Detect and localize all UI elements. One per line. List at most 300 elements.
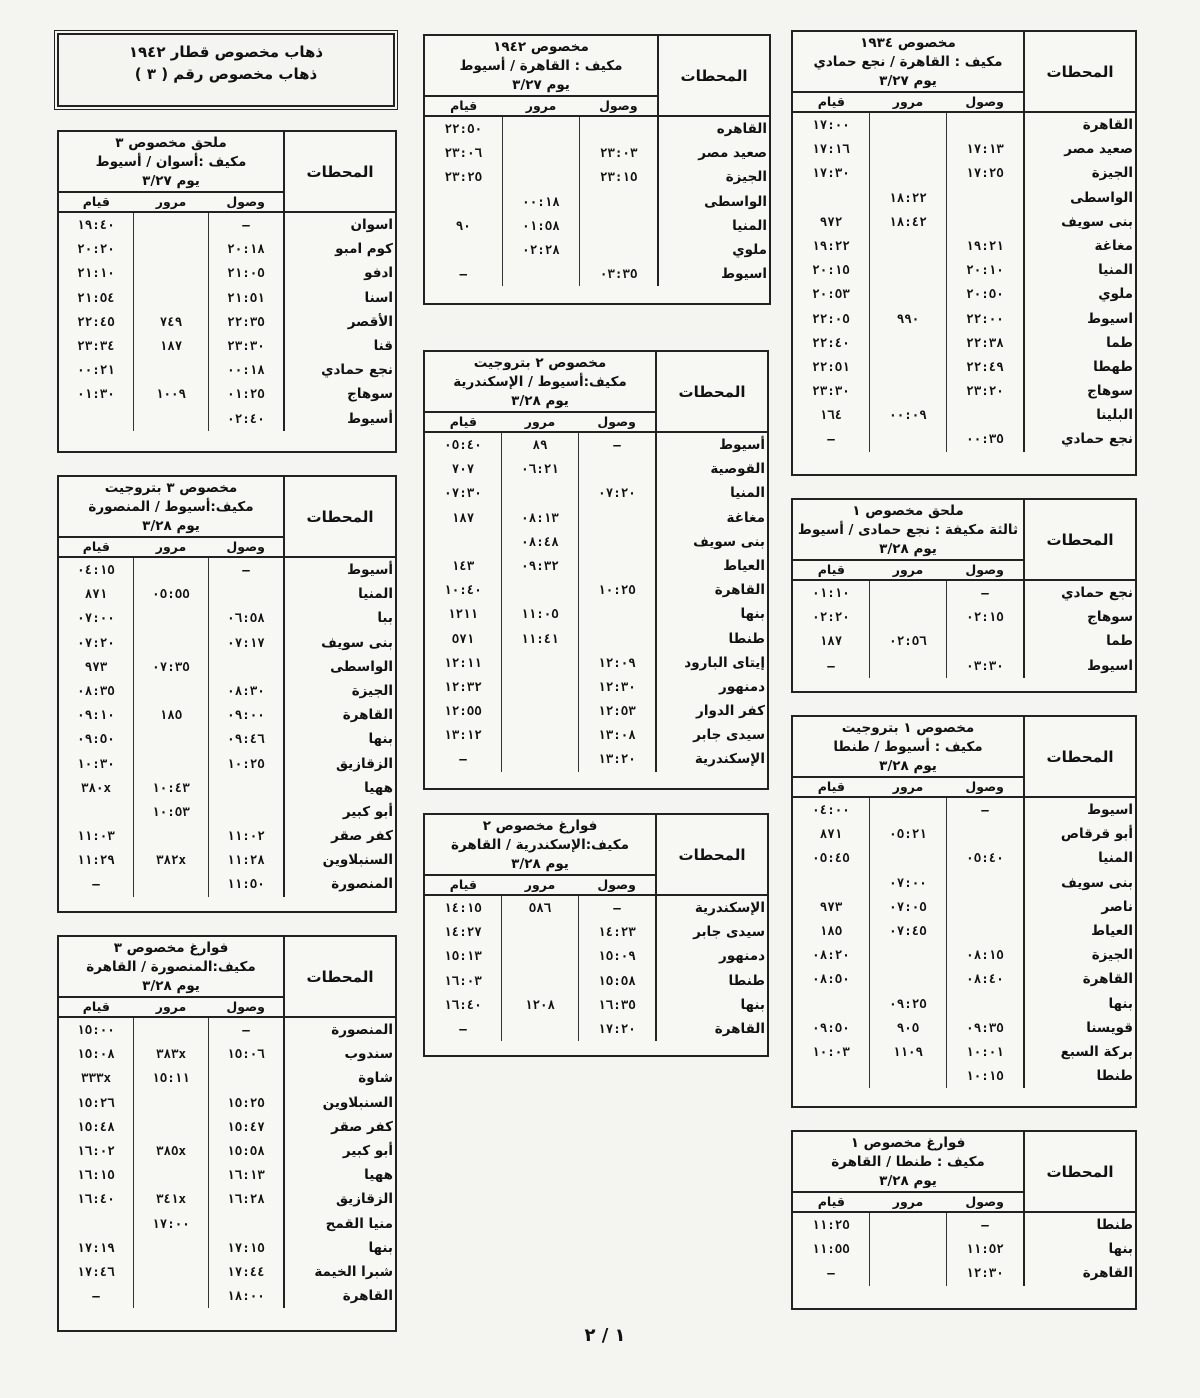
- station-name: الإسكندرية: [694, 751, 765, 768]
- arrive-time: ٠٣:٣٠: [966, 657, 1004, 673]
- depart-column: [425, 433, 501, 772]
- arrive-time: ١٧:٢٠: [598, 1020, 636, 1036]
- depart-time: ١٦٤: [819, 407, 843, 423]
- station-name: بنها: [1108, 995, 1133, 1012]
- arrive-time: [209, 582, 283, 606]
- depart-time: ١٢:٣٢: [444, 678, 482, 694]
- pass-time: [502, 969, 578, 993]
- depart-time: ١٦:٤٠: [444, 996, 482, 1012]
- arrive-time: ١٥:٥٨: [598, 972, 636, 988]
- arrive-time: —: [242, 1022, 250, 1037]
- depart-time: ١٠:٣٠: [77, 755, 115, 771]
- timetable-fawareg-3: [57, 935, 397, 1332]
- station-name: سيدى جابر: [693, 924, 765, 941]
- pass-time: ١١:٤١: [521, 630, 559, 646]
- table-header: [425, 815, 767, 896]
- arrive-time: ١٦:٢٨: [227, 1191, 265, 1207]
- depart-time: ١١:٢٥: [812, 1217, 850, 1232]
- pass-column-header: مرور: [892, 1194, 924, 1209]
- stations-column-header: المحطات: [1023, 717, 1135, 796]
- arrive-time: [947, 895, 1023, 919]
- station-name: ملوي: [732, 241, 767, 258]
- station-name: الجيزة: [1091, 947, 1133, 964]
- depart-time: ١٥:٤٨: [77, 1118, 115, 1134]
- pass-time: [870, 282, 946, 306]
- pass-time: [502, 675, 578, 699]
- station-name: مغاغة: [726, 509, 765, 526]
- train-title-line: يوم ٣/٢٧: [512, 77, 570, 93]
- depart-time: ٠٩:٥٠: [77, 731, 115, 747]
- depart-time: ١٦:٤٠: [77, 1191, 115, 1207]
- depart-time: ٢٢:٤٥: [77, 313, 115, 329]
- depart-time: ١٤:٢٧: [444, 924, 482, 940]
- arrive-time: [947, 629, 1023, 653]
- header-line-1: ذهاب مخصوص قطار ١٩٤٢: [128, 43, 324, 61]
- arrive-time: ٠٢:١٥: [966, 609, 1004, 625]
- train-title-line: يوم ٣/٢٨: [511, 393, 569, 409]
- depart-column-header: قيام: [449, 414, 477, 429]
- pass-time: ٠٧:٠٠: [889, 874, 927, 890]
- pass-column-header: مرور: [892, 562, 924, 577]
- arrive-column: [578, 433, 655, 772]
- arrive-time: ٠٧:١٧: [227, 634, 265, 650]
- arrive-time: ١٢:٣٠: [966, 1265, 1004, 1281]
- depart-time: —: [92, 1288, 100, 1304]
- arrive-column: [208, 1018, 283, 1308]
- arrive-time: [947, 186, 1023, 210]
- arrive-time: ٢٣:٢٠: [966, 383, 1004, 399]
- arrive-time: ١٠:١٥: [966, 1068, 1004, 1084]
- station-name: كفر صقر: [331, 1118, 393, 1135]
- pass-time: ١٥:١١: [152, 1070, 190, 1086]
- pass-time: ٠٧:٠٥: [889, 898, 927, 914]
- pass-time: [870, 355, 946, 379]
- arrive-time: ٠٠:٣٥: [966, 431, 1004, 447]
- station-name: طنطا: [728, 972, 765, 989]
- depart-time: ١٢:٥٥: [444, 703, 482, 719]
- depart-time: [59, 800, 133, 824]
- pass-time: [870, 798, 946, 822]
- arrive-column-header: وصول: [597, 414, 636, 429]
- pass-time: [134, 606, 208, 630]
- station-name: كوم امبو: [335, 241, 393, 258]
- arrive-time: ١٦:٣٥: [598, 996, 636, 1012]
- stations-column-header: المحطات: [283, 132, 395, 211]
- pass-time: [870, 846, 946, 870]
- arrive-time: [580, 214, 657, 238]
- station-name: ههيا: [364, 1167, 393, 1184]
- pass-time: [870, 331, 946, 355]
- pass-time: ١٧:٠٠: [152, 1215, 190, 1231]
- arrive-time: ٢٠:١٠: [966, 262, 1004, 278]
- arrive-time: ٠٨:٤٠: [966, 971, 1004, 987]
- timetable-1934: [791, 30, 1137, 476]
- train-title-line: مكيف:أسيوط / المنصورة: [88, 499, 254, 515]
- pass-time: [870, 654, 946, 678]
- pass-column: [869, 113, 946, 452]
- depart-column: [59, 558, 133, 897]
- arrive-time: [947, 992, 1023, 1016]
- station-name: قويسنا: [1086, 1019, 1133, 1036]
- depart-time: ١٦:١٥: [77, 1167, 115, 1183]
- stations-column-header: المحطات: [655, 815, 767, 894]
- arrive-time: [209, 776, 283, 800]
- station-name: سوهاج: [347, 386, 393, 403]
- pass-time: [134, 1018, 208, 1042]
- station-name: اسيوط: [721, 266, 767, 283]
- depart-time: ٠٨:٥٠: [812, 971, 850, 987]
- arrive-time: ١٢:٥٣: [598, 703, 636, 719]
- pass-time: [134, 237, 208, 261]
- depart-time: ٢٣:٣٤: [77, 337, 115, 353]
- arrive-column-header: وصول: [965, 94, 1004, 109]
- depart-column: [425, 117, 502, 286]
- arrive-time: ٠٩:٣٥: [966, 1019, 1004, 1035]
- arrive-time: ١٠:٢٥: [598, 582, 636, 598]
- station-name: طنطا: [728, 630, 765, 647]
- pass-column-header: مرور: [524, 877, 556, 892]
- arrive-time: ١٣:٢٠: [598, 751, 636, 767]
- depart-time: ٢٣:٠٦: [444, 145, 483, 161]
- table-header: [59, 937, 395, 1018]
- station-name: قنا: [373, 337, 393, 354]
- arrive-time: [947, 210, 1023, 234]
- depart-column-header: قيام: [82, 194, 110, 209]
- arrive-time: ١١:٢٨: [227, 852, 265, 868]
- depart-time: ١٤:١٥: [444, 900, 482, 915]
- station-name: الزقازيق: [335, 755, 393, 772]
- pass-column-header: مرور: [892, 94, 924, 109]
- depart-time: ١٥:٠٠: [77, 1022, 115, 1037]
- stations-column: [1023, 1213, 1135, 1286]
- pass-time: [134, 558, 208, 582]
- depart-time: —: [459, 751, 467, 767]
- stations-column: [1023, 581, 1135, 678]
- train-title-line: مكيف :أسوان / أسيوط: [95, 154, 247, 170]
- station-name: الزقازيق: [335, 1191, 393, 1208]
- depart-time: ٠١:١٠: [812, 585, 850, 600]
- depart-time: —: [827, 1265, 835, 1281]
- train-title-line: يوم ٣/٢٨: [142, 978, 200, 994]
- station-name: المنيا: [732, 217, 767, 234]
- station-name: الجيزة: [351, 682, 393, 699]
- depart-time: [59, 407, 133, 431]
- pass-time: [503, 117, 580, 141]
- station-name: العياط: [723, 557, 765, 574]
- station-name: سوهاج: [1087, 383, 1133, 400]
- pass-column: [869, 581, 946, 678]
- depart-time: ٣٨٠x: [80, 779, 112, 795]
- station-name: بنها: [740, 996, 765, 1013]
- timetable-mulhaq-3: [57, 130, 397, 453]
- depart-time: ٢٢:٤٠: [812, 334, 850, 350]
- station-name: أسيوط: [347, 562, 393, 578]
- depart-time: ١٨٥: [819, 922, 843, 938]
- train-title: [425, 36, 657, 95]
- train-title-line: مكيف:الإسكندرية / القاهرة: [451, 837, 629, 853]
- table-header: [793, 1132, 1135, 1213]
- station-name: أبو قرقاص: [1060, 826, 1133, 843]
- pass-time: ٠٨:٤٨: [521, 533, 559, 549]
- pass-time: [134, 727, 208, 751]
- depart-column: [793, 581, 869, 678]
- pass-time: ١٨٥: [159, 707, 183, 723]
- train-title-line: مكيف : القاهرة / أسيوط: [459, 58, 623, 74]
- train-title-line: يوم ٣/٢٨: [511, 856, 569, 872]
- station-name: القاهرة: [714, 582, 765, 599]
- arrive-time: —: [981, 585, 989, 600]
- train-title: [59, 937, 283, 996]
- depart-time: ٩٠: [455, 217, 471, 233]
- pass-time: [870, 161, 946, 185]
- arrive-column-header: وصول: [226, 999, 265, 1014]
- pass-time: [502, 1017, 578, 1041]
- depart-time: ٣٣٣x: [80, 1070, 112, 1086]
- pass-time: ٣٨٣x: [155, 1046, 187, 1062]
- arrive-time: —: [613, 437, 621, 452]
- depart-time: ١٦:٠٣: [444, 972, 482, 988]
- station-name: إيتاى البارود: [684, 654, 765, 671]
- pass-time: [502, 699, 578, 723]
- arrive-column: [946, 113, 1023, 452]
- station-name: نجع حمادي: [1061, 431, 1133, 448]
- station-name: بنها: [740, 606, 765, 623]
- table-header: [793, 32, 1135, 113]
- depart-time: ٠٤:١٥: [77, 562, 115, 577]
- pass-time: [134, 1236, 208, 1260]
- arrive-time: ٠٠:١٨: [227, 362, 265, 378]
- station-name: القاهرة: [1082, 117, 1133, 133]
- arrive-column-header: وصول: [965, 779, 1004, 794]
- pass-time: ٧٤٩: [159, 313, 183, 329]
- arrive-column-header: وصول: [226, 194, 265, 209]
- stations-column: [1023, 113, 1135, 452]
- pass-time: ٠٠:١٨: [522, 193, 560, 209]
- arrive-time: [947, 919, 1023, 943]
- pass-column: [869, 1213, 946, 1286]
- depart-time: ١١:٠٣: [77, 828, 115, 844]
- train-title: [59, 477, 283, 536]
- arrive-column: [579, 117, 657, 286]
- pass-column-header: مرور: [892, 779, 924, 794]
- depart-time: ٠٢:٢٠: [812, 609, 850, 625]
- arrive-time: —: [981, 1217, 989, 1232]
- stations-column: [657, 117, 769, 286]
- pass-time: [503, 141, 580, 165]
- depart-time: ٨٧١: [84, 586, 108, 602]
- station-name: صعيد مصر: [1064, 141, 1133, 158]
- station-name: صعيد مصر: [698, 145, 767, 162]
- depart-time: ٥٧١: [451, 630, 475, 646]
- arrive-column: [208, 213, 283, 431]
- train-title-line: مكيف : طنطا / القاهرة: [831, 1154, 985, 1170]
- pass-time: [502, 481, 578, 505]
- depart-time: ٧٠٧: [451, 461, 475, 477]
- depart-time: —: [827, 657, 835, 673]
- timetable-mulhaq-1: [791, 498, 1137, 693]
- station-name: المنيا: [730, 485, 765, 502]
- depart-time: ١١:٢٩: [77, 852, 115, 868]
- station-name: الجيزة: [725, 169, 767, 186]
- depart-time: ١٥:١٣: [444, 948, 482, 964]
- station-name: الواسطى: [1070, 189, 1133, 206]
- pass-column: [869, 798, 946, 1088]
- station-name: نجع حمادي: [321, 362, 393, 379]
- depart-time: ١٥:٢٦: [77, 1094, 115, 1110]
- depart-time: ١٧:١٩: [77, 1239, 115, 1255]
- pass-time: ٠٦:٢١: [521, 461, 559, 477]
- station-name: الأقصر: [347, 313, 393, 330]
- depart-time: ١٨٧: [819, 633, 843, 649]
- pass-column: [133, 1018, 208, 1308]
- station-name: اسوان: [350, 217, 393, 233]
- stations-column: [1023, 798, 1135, 1088]
- arrive-time: [579, 457, 655, 481]
- depart-column: [59, 1018, 133, 1308]
- depart-time: [59, 1212, 133, 1236]
- train-title-line: ثالثة مكيفة : نجع حمادى / أسيوط: [797, 522, 1019, 538]
- pass-column: [133, 213, 208, 431]
- arrive-time: [947, 822, 1023, 846]
- arrive-time: ٢١:٠٥: [227, 265, 265, 281]
- station-name: طنطا: [1096, 1217, 1133, 1233]
- timetable-1942: [423, 34, 771, 305]
- arrive-time: [579, 627, 655, 651]
- station-name: القاهرة: [1082, 1265, 1133, 1282]
- pass-time: ٥٨٦: [528, 900, 552, 915]
- station-name: بنى سويف: [1061, 213, 1133, 230]
- arrive-time: [579, 554, 655, 578]
- pass-time: [134, 407, 208, 431]
- station-name: بنها: [1108, 1241, 1133, 1258]
- stations-column: [655, 433, 767, 772]
- depart-time: [425, 190, 502, 214]
- station-name: الإسكندرية: [694, 900, 765, 916]
- pass-time: [870, 1213, 946, 1237]
- depart-time: ٠٤:٠٠: [812, 802, 850, 817]
- train-title: [59, 132, 283, 191]
- timetable-fawareg-1: [791, 1130, 1137, 1310]
- station-name: القوصية: [710, 461, 765, 478]
- arrive-time: ١٠:٠١: [966, 1043, 1004, 1059]
- arrive-time: ٠٩:٤٦: [227, 731, 265, 747]
- train-title-line: يوم ٣/٢٧: [142, 173, 200, 189]
- pass-column-header: مرور: [155, 539, 187, 554]
- arrive-time: ١٥:٠٦: [227, 1046, 265, 1062]
- pass-time: [870, 379, 946, 403]
- arrive-time: ٢٢:٠٠: [966, 310, 1004, 326]
- pass-column-header: مرور: [155, 194, 187, 209]
- arrive-time: ١٧:١٣: [966, 141, 1004, 157]
- arrive-time: ١٧:٤٤: [227, 1263, 265, 1279]
- station-name: القاهرة: [342, 707, 393, 724]
- depart-column-header: قيام: [817, 779, 845, 794]
- arrive-time: ١٠:٢٥: [227, 755, 265, 771]
- pass-time: [870, 943, 946, 967]
- stations-column: [283, 1018, 395, 1308]
- train-title-line: مخصوص ١٩٣٤: [860, 35, 956, 51]
- depart-time: [793, 992, 869, 1016]
- station-name: سندوب: [344, 1046, 393, 1063]
- station-name: بنها: [368, 731, 393, 748]
- arrive-time: —: [242, 217, 250, 232]
- arrive-time: ١٧:١٥: [227, 1239, 265, 1255]
- depart-column-header: قيام: [82, 999, 110, 1014]
- depart-time: ٢٣:٢٥: [444, 169, 483, 185]
- arrive-time: ٠٨:١٥: [966, 947, 1004, 963]
- pass-time: [134, 1163, 208, 1187]
- arrive-time: ١٥:٤٧: [227, 1118, 265, 1134]
- train-title-line: يوم ٣/٢٨: [879, 1173, 937, 1189]
- depart-time: [793, 871, 869, 895]
- arrive-time: [209, 1212, 283, 1236]
- arrive-time: [580, 117, 657, 141]
- depart-time: —: [92, 876, 100, 892]
- pass-time: [870, 1261, 946, 1285]
- train-title-line: مكيف : أسيوط / طنطا: [833, 739, 983, 755]
- arrive-time: ١٦:١٣: [227, 1167, 265, 1183]
- station-name: منيا القمح: [325, 1215, 393, 1232]
- train-title-line: يوم ٣/٢٨: [879, 758, 937, 774]
- station-name: بنى سويف: [1061, 874, 1133, 891]
- document-header: [57, 33, 395, 107]
- train-title-line: يوم ٣/٢٨: [142, 518, 200, 534]
- train-title-line: مكيف:المنصورة / القاهرة: [86, 959, 256, 975]
- pass-time: ٠١:٥٨: [522, 217, 560, 233]
- pass-time: ١٠:٥٣: [152, 803, 190, 819]
- train-title-line: فوارغ مخصوص ٣: [113, 940, 229, 956]
- pass-column-header: مرور: [524, 414, 556, 429]
- table-header: [793, 500, 1135, 581]
- station-name: الواسطى: [330, 658, 393, 675]
- depart-time: —: [827, 431, 835, 447]
- header-line-2: ذهاب مخصوص رقم ( ٣ ): [134, 65, 318, 83]
- arrive-time: ٢٢:٣٥: [227, 313, 265, 329]
- arrive-column: [946, 1213, 1023, 1286]
- pass-time: [134, 631, 208, 655]
- pass-time: [134, 824, 208, 848]
- arrive-time: ٢٣:٠٣: [599, 145, 638, 161]
- arrive-column: [946, 798, 1023, 1088]
- depart-column: [793, 113, 869, 452]
- pass-time: [502, 747, 578, 771]
- depart-time: ٢٢:٥٠: [444, 121, 483, 136]
- table-header: [59, 477, 395, 558]
- pass-time: [870, 137, 946, 161]
- pass-time: [870, 605, 946, 629]
- pass-time: ١٠٠٩: [155, 386, 187, 402]
- page-number: ١ / ٢: [584, 1325, 626, 1346]
- pass-time: ٩٩٠: [896, 310, 920, 326]
- arrive-time: ٢٣:١٥: [599, 169, 638, 185]
- arrive-time: ١٥:٠٩: [598, 948, 636, 964]
- stations-column-header: المحطات: [655, 352, 767, 431]
- arrive-time: ٠٩:٠٠: [227, 707, 265, 723]
- stations-column-header: المحطات: [1023, 32, 1135, 111]
- pass-time: [134, 358, 208, 382]
- train-title-line: مخصوص ٣ بتروجيت: [104, 480, 238, 496]
- station-name: السنبلاوين: [322, 1094, 393, 1111]
- station-name: مغاغة: [1094, 237, 1133, 254]
- pass-time: [134, 1260, 208, 1284]
- station-name: ادفو: [364, 265, 393, 282]
- station-name: دمنهور: [719, 948, 765, 965]
- arrive-time: [947, 403, 1023, 427]
- depart-time: ٢٢:٥١: [812, 358, 850, 374]
- station-name: شبرا الخيمة: [314, 1263, 393, 1280]
- depart-time: ١٠:٤٠: [444, 582, 482, 598]
- station-name: الجيزة: [1091, 165, 1133, 182]
